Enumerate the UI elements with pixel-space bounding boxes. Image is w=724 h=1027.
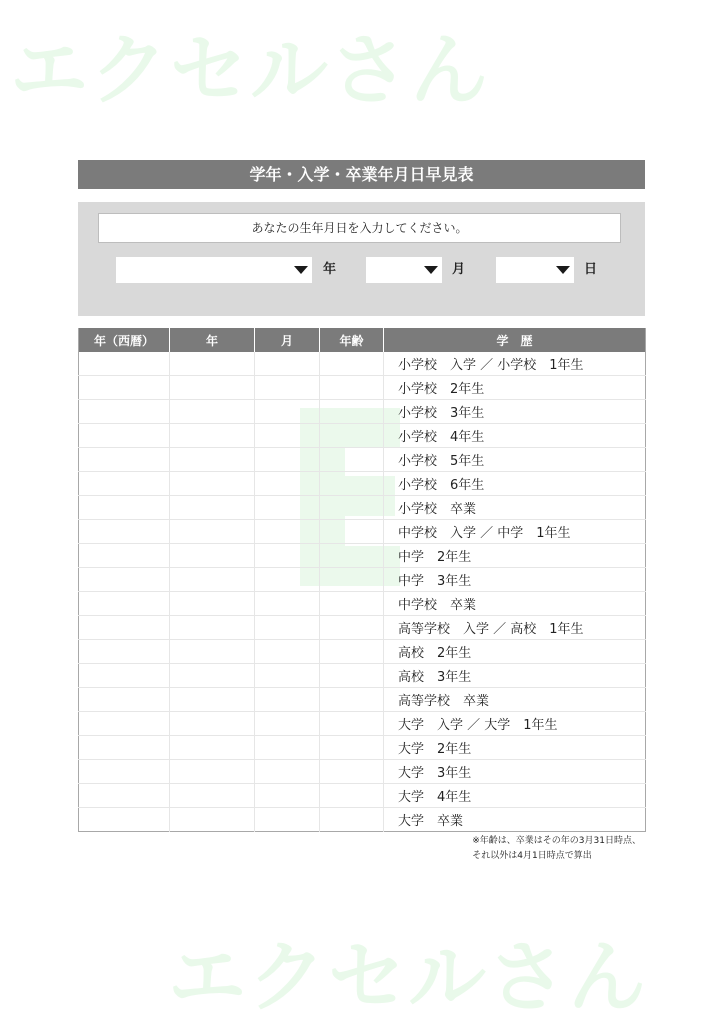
cell-education: 中学 2年生: [384, 544, 646, 568]
table-row: [79, 376, 646, 400]
cell-western-year: [79, 664, 170, 688]
cell-month: [255, 568, 320, 592]
table-row: [79, 736, 646, 760]
table-row: [79, 712, 646, 736]
cell-month: [255, 496, 320, 520]
year-label: 年: [323, 262, 337, 277]
table-row: [79, 496, 646, 520]
cell-year: [170, 784, 255, 808]
cell-western-year: [79, 376, 170, 400]
cell-western-year: [79, 592, 170, 616]
cell-age: [320, 448, 384, 472]
cell-age: [320, 712, 384, 736]
cell-western-year: [79, 496, 170, 520]
cell-education: 高等学校 卒業: [384, 688, 646, 712]
cell-age: [320, 424, 384, 448]
table-row: [79, 568, 646, 592]
cell-age: [320, 592, 384, 616]
cell-year: [170, 760, 255, 784]
cell-education: 大学 卒業: [398, 814, 464, 829]
cell-year: [170, 520, 255, 544]
cell-education: 大学 4年生: [384, 784, 646, 808]
cell-year: [170, 688, 255, 712]
cell-age: [320, 760, 384, 784]
cell-western-year: [79, 520, 170, 544]
cell-western-year: [79, 808, 170, 832]
footnote: [78, 834, 645, 864]
cell-western-year: [79, 688, 170, 712]
day-dropdown[interactable]: [496, 257, 574, 283]
cell-education: 高等学校 入学 ／ 高校 1年生: [384, 616, 646, 640]
header-education: 学 歴: [384, 328, 646, 352]
cell-year: [170, 616, 255, 640]
cell-western-year: [79, 352, 170, 376]
cell-age: [320, 568, 384, 592]
cell-western-year: [79, 400, 170, 424]
cell-western-year: [79, 736, 170, 760]
table-row: [79, 592, 646, 616]
cell-year: [170, 568, 255, 592]
chevron-down-icon[interactable]: [556, 266, 570, 274]
watermark-bottom: エクセルさん: [168, 933, 649, 1023]
cell-western-year: [79, 472, 170, 496]
cell-month: [255, 352, 320, 376]
cell-month: [255, 424, 320, 448]
cell-year: [170, 448, 255, 472]
table-row: [79, 472, 646, 496]
cell-year: [170, 424, 255, 448]
cell-age: [320, 376, 384, 400]
cell-month: [255, 376, 320, 400]
cell-year: [170, 808, 255, 832]
cell-month: [255, 520, 320, 544]
cell-month: [255, 640, 320, 664]
cell-education: 中学校 入学 ／ 中学 1年生: [384, 520, 646, 544]
chevron-down-icon[interactable]: [424, 266, 438, 274]
cell-age: [320, 664, 384, 688]
cell-education: 小学校 3年生: [384, 400, 646, 424]
cell-year: [170, 376, 255, 400]
cell-month: [255, 760, 320, 784]
table-row: [79, 664, 646, 688]
header-age: 年齢: [320, 328, 384, 352]
cell-age: [320, 808, 384, 832]
table-header-row: [79, 328, 646, 352]
cell-education: 小学校 5年生: [384, 448, 646, 472]
cell-year: [170, 640, 255, 664]
birthdate-prompt: あなたの生年月日を入力してください。: [98, 213, 621, 243]
cell-age: [320, 400, 384, 424]
table-row: [79, 544, 646, 568]
cell-western-year: [79, 544, 170, 568]
cell-education: 大学 2年生: [384, 736, 646, 760]
cell-age: [320, 496, 384, 520]
cell-month: [255, 808, 320, 832]
cell-month: [255, 592, 320, 616]
cell-education: 大学 3年生: [384, 760, 646, 784]
cell-year: [170, 472, 255, 496]
table-row: [79, 520, 646, 544]
cell-year: [170, 544, 255, 568]
cell-age: [320, 784, 384, 808]
footnote-line-2: それ以外は4月1日時点で算出: [472, 851, 592, 861]
cell-month: [255, 400, 320, 424]
chevron-down-icon[interactable]: [294, 266, 308, 274]
month-label: 月: [452, 262, 466, 277]
table-row: [79, 616, 646, 640]
cell-year: [170, 664, 255, 688]
cell-education: 小学校 入学 ／ 小学校 1年生: [384, 352, 646, 376]
cell-education: 高校 2年生: [384, 640, 646, 664]
cell-year: [170, 592, 255, 616]
table-row: [79, 760, 646, 784]
cell-month: [255, 784, 320, 808]
cell-age: [320, 688, 384, 712]
cell-month: [255, 688, 320, 712]
cell-year: [170, 352, 255, 376]
sheet-title: 学年・入学・卒業年月日早見表: [78, 160, 645, 189]
table-row: [79, 448, 646, 472]
cell-year: [170, 400, 255, 424]
cell-western-year: [79, 712, 170, 736]
cell-western-year: [79, 616, 170, 640]
table-row: [79, 688, 646, 712]
table-row: [79, 400, 646, 424]
cell-year: [170, 736, 255, 760]
cell-age: [320, 520, 384, 544]
watermark-top: エクセルさん: [10, 26, 491, 116]
day-label: 日: [584, 262, 598, 277]
cell-age: [320, 544, 384, 568]
table-row: [79, 784, 646, 808]
cell-month: [255, 736, 320, 760]
cell-year: [170, 496, 255, 520]
cell-age: [320, 616, 384, 640]
table-row: [79, 640, 646, 664]
cell-month: [255, 472, 320, 496]
lookup-sheet: [78, 160, 645, 864]
footnote-line-1: ※年齢は、卒業はその年の3月31日時点、: [472, 836, 641, 846]
year-dropdown[interactable]: [116, 257, 312, 283]
cell-western-year: [79, 640, 170, 664]
education-table: [78, 328, 646, 832]
cell-month: [255, 616, 320, 640]
cell-western-year: [79, 568, 170, 592]
cell-education: 中学校 卒業: [384, 592, 646, 616]
cell-western-year: [79, 760, 170, 784]
cell-western-year: [79, 424, 170, 448]
birthdate-input-panel: [78, 202, 645, 316]
header-western-year: 年（西暦）: [79, 328, 170, 352]
table-row: [79, 352, 646, 376]
cell-education: 小学校 4年生: [384, 424, 646, 448]
cell-age: [320, 352, 384, 376]
cell-education: 大学 入学 ／ 大学 1年生: [384, 712, 646, 736]
cell-education: 小学校 卒業: [384, 496, 646, 520]
cell-education: 高校 3年生: [384, 664, 646, 688]
cell-month: [255, 664, 320, 688]
cell-education: 小学校 2年生: [384, 376, 646, 400]
cell-month: [255, 544, 320, 568]
cell-western-year: [79, 784, 170, 808]
cell-month: [255, 448, 320, 472]
table-row: [79, 808, 646, 832]
header-month: 月: [255, 328, 320, 352]
table-row: [79, 424, 646, 448]
month-dropdown[interactable]: [366, 257, 442, 283]
cell-age: [320, 472, 384, 496]
cell-western-year: [79, 448, 170, 472]
cell-year: [170, 712, 255, 736]
header-year: 年: [170, 328, 255, 352]
cell-education: 小学校 6年生: [384, 472, 646, 496]
cell-age: [320, 640, 384, 664]
cell-age: [320, 736, 384, 760]
cell-month: [255, 712, 320, 736]
cell-education: 中学 3年生: [384, 568, 646, 592]
